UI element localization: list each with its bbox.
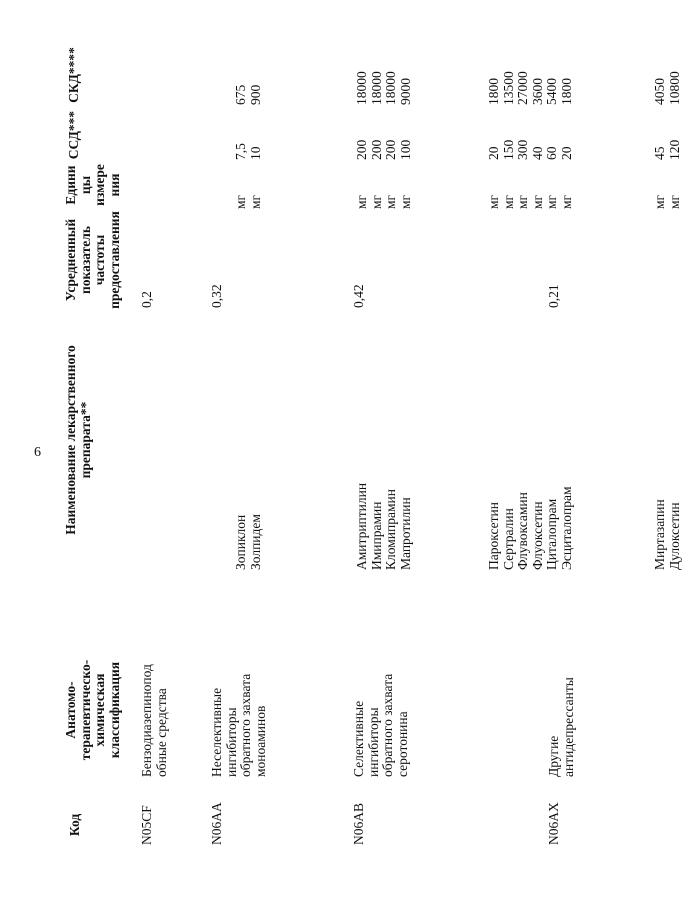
medication-table: [62, 47, 682, 845]
drug-unit: мг: [666, 194, 682, 209]
drug-skd: 5400: [544, 78, 559, 105]
drug-skd: 1800: [558, 78, 574, 105]
drug-unit: мг: [354, 194, 369, 209]
h-unit-line: Едини: [63, 165, 78, 205]
group-atc-line: обные средства: [153, 688, 169, 777]
group-code: N06AX: [546, 802, 561, 845]
drug-ssd: 200: [354, 139, 369, 160]
drug-skd: 10800: [666, 71, 682, 105]
drug-name: Флуоксетин: [529, 501, 545, 570]
drug-ssd: 20: [486, 146, 501, 160]
h-drug-line: Наименование лекарственного: [63, 345, 78, 535]
drug-unit: мг: [529, 194, 545, 209]
header-drug-name: [64, 315, 93, 565]
group-atc-line: ингибиторы: [223, 707, 239, 777]
drug-name: Сертралин: [500, 508, 516, 570]
drug-ssd: 200: [383, 139, 398, 160]
drug-unit: мг: [233, 194, 248, 209]
drug-ssd: 150: [500, 139, 516, 160]
drug-unit: мг: [558, 194, 574, 209]
drug-name: Пароксетин: [486, 502, 501, 570]
h-freq-line: Усредненный: [63, 218, 78, 302]
group-frequency: 0,2: [139, 291, 154, 308]
group-atc-line: обратного захвата: [380, 673, 395, 777]
header-skd: СКД****: [66, 47, 81, 103]
group-atc-line: Неселективные: [209, 687, 224, 777]
h-atc-line: Анатомо-: [63, 681, 78, 739]
drug-skd: 675: [233, 84, 248, 105]
drug-name: Золпидем: [247, 514, 263, 570]
drug-unit: мг: [544, 194, 559, 209]
group-atc-line: ингибиторы: [365, 707, 381, 777]
group-atc-line: Другие: [546, 735, 561, 777]
drug-skd: 900: [247, 84, 263, 105]
drug-skd: 18000: [354, 71, 369, 105]
drug-ssd: 100: [397, 139, 413, 160]
h-atc-line: классификация: [106, 661, 122, 759]
page-number: 6: [34, 445, 41, 460]
group-atc-line: Бензодиазепинопод: [139, 664, 154, 777]
h-freq-line: показатель: [77, 226, 93, 295]
drug-skd: 18000: [368, 71, 384, 105]
drug-unit: мг: [486, 194, 501, 209]
drug-ssd: 45: [652, 146, 667, 160]
drug-skd: 9000: [397, 78, 413, 105]
drug-skd: 1800: [486, 78, 501, 105]
group-frequency: 0,21: [546, 284, 561, 308]
drug-skd: 3600: [529, 78, 545, 105]
drug-skd: 27000: [515, 71, 530, 105]
drug-name: Циталопрам: [544, 498, 559, 570]
header-code: Код: [67, 813, 82, 837]
group-atc-line: обратного захвата: [238, 673, 253, 777]
header-units: [64, 160, 122, 210]
h-freq-line: предоставления: [106, 211, 122, 309]
group-code: N06AB: [351, 802, 366, 845]
drug-name: Зопиклон: [233, 514, 248, 570]
drug-ssd: 60: [544, 146, 559, 160]
group-code: N06AA: [209, 802, 224, 845]
drug-skd: 13500: [500, 71, 516, 105]
drug-name: Миртазапин: [652, 499, 667, 570]
h-drug-line: препарата**: [77, 401, 93, 479]
drug-ssd: 40: [529, 146, 545, 160]
drug-name: Дулоксетин: [666, 502, 682, 570]
drug-unit: мг: [368, 194, 384, 209]
group-code: N05CF: [139, 805, 154, 845]
group-atc-line: серотонина: [394, 711, 410, 777]
drug-skd: 4050: [652, 78, 667, 105]
drug-skd: 18000: [383, 71, 398, 105]
drug-ssd: 200: [368, 139, 384, 160]
drug-name: Флувоксамин: [515, 492, 530, 570]
drug-ssd: 120: [666, 139, 682, 160]
group-atc-line: Селективные: [351, 700, 366, 777]
h-unit-line: ния: [106, 173, 122, 197]
drug-unit: мг: [515, 194, 530, 209]
drug-unit: мг: [383, 194, 398, 209]
drug-ssd: 20: [558, 146, 574, 160]
drug-name: Мапротилин: [397, 497, 413, 570]
drug-unit: мг: [247, 194, 263, 209]
h-unit-line: цы: [77, 175, 93, 195]
drug-ssd: 7,5: [233, 143, 248, 160]
drug-ssd: 300: [515, 139, 530, 160]
drug-name: Имипрамин: [368, 501, 384, 570]
drug-name: Амитриптилин: [354, 482, 369, 570]
group-frequency: 0,32: [209, 284, 224, 308]
h-atc-line: химическая: [92, 673, 107, 747]
h-freq-line: частоты: [92, 234, 107, 286]
drug-unit: мг: [397, 194, 413, 209]
h-atc-line: терапевтическо-: [77, 659, 93, 761]
drug-unit: мг: [652, 194, 667, 209]
drug-name: Кломипрамин: [383, 489, 398, 570]
drug-unit: мг: [500, 194, 516, 209]
header-frequency: [64, 210, 122, 310]
h-unit-line: измере: [92, 164, 107, 206]
group-atc-line: антидепрессанты: [560, 677, 576, 777]
group-atc-line: моноаминов: [252, 705, 268, 777]
group-frequency: 0,42: [351, 284, 366, 308]
drug-ssd: 10: [247, 146, 263, 160]
drug-name: Эсциталопрам: [558, 486, 574, 570]
header-ssd: ССД***: [66, 110, 81, 160]
header-atc-classification: [64, 645, 122, 775]
